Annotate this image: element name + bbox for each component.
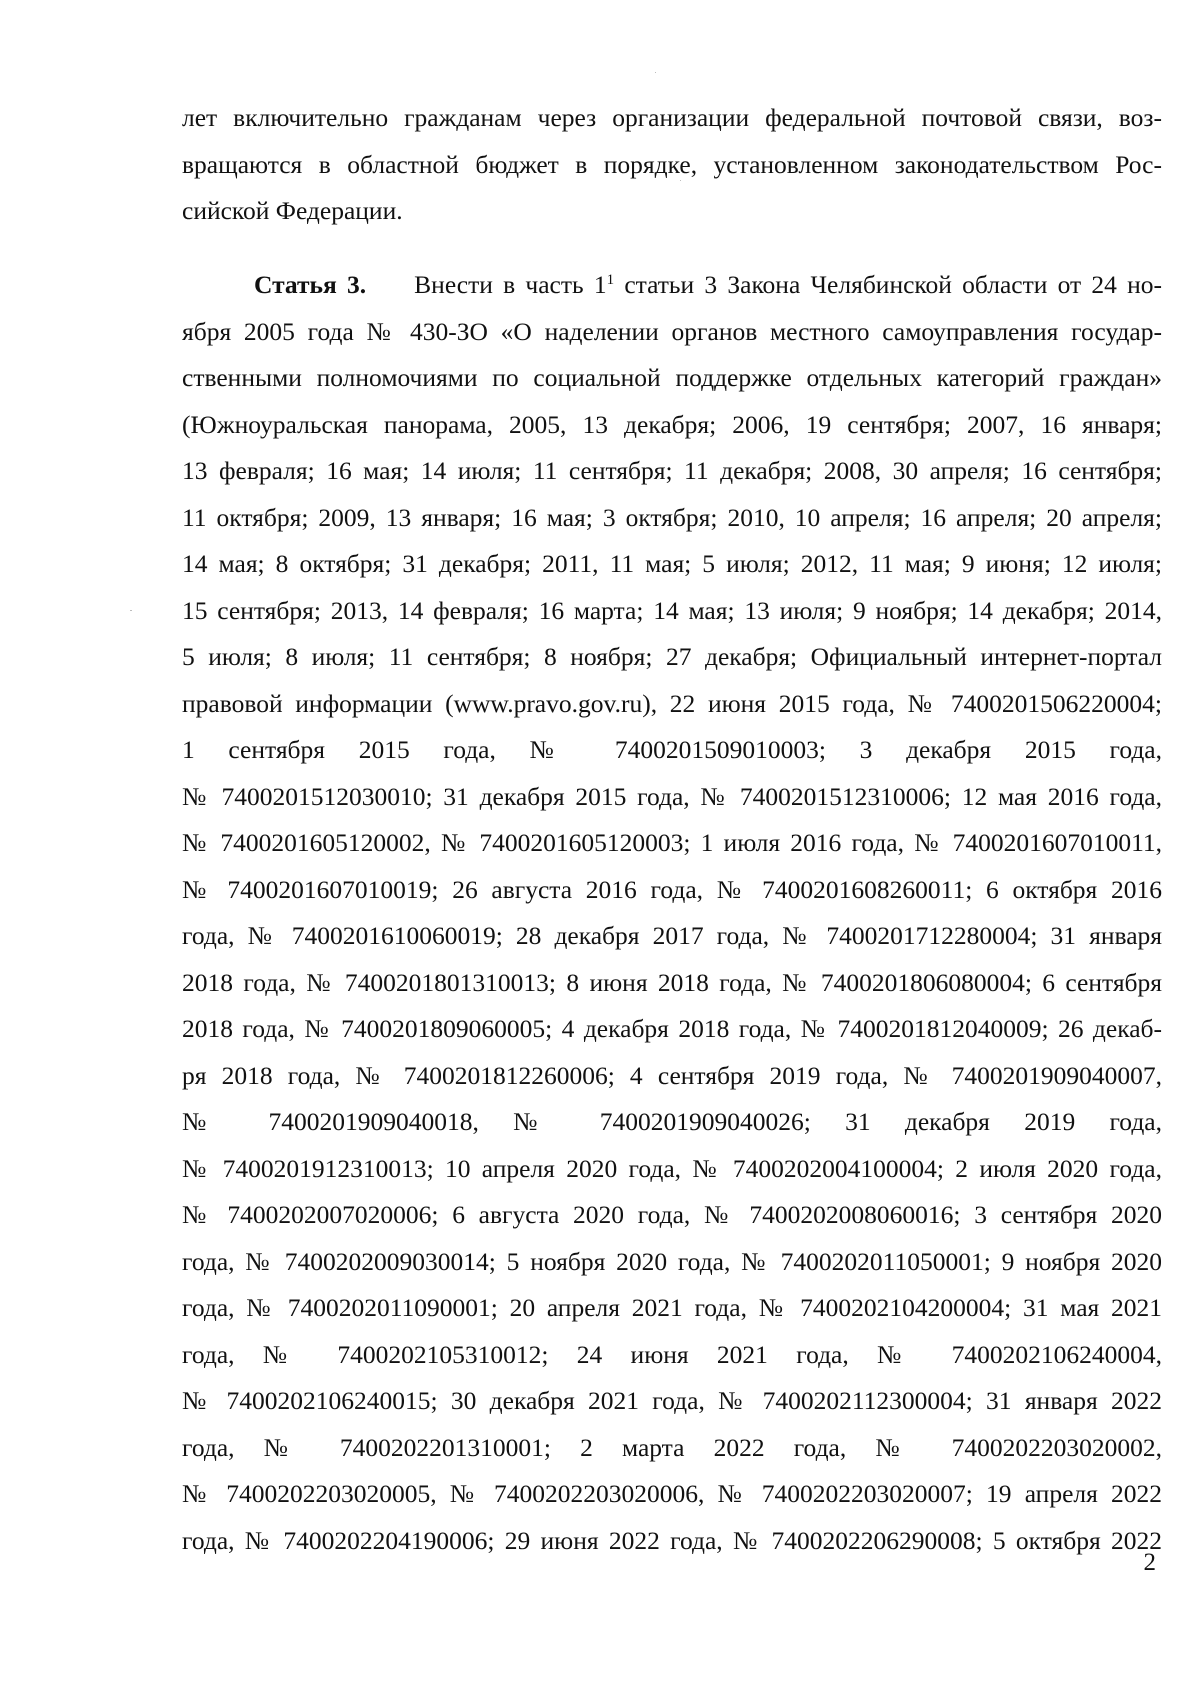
paragraph-line: ября 2005 года № 430-ЗО «О наделении органов местного самоуправления государ- [182,316,1162,346]
article-3-paragraph [182,262,1162,1564]
paragraph-line: года, № 7400202201310001; 2 марта 2022 года, № 7400202203020002, [182,1432,1162,1462]
paragraph-line: вращаются в областной бюджет в порядке, установленном законодательством Рос- [182,149,1162,179]
paragraph-line: 2018 года, № 7400201809060005; 4 декабря 2018 года, № 7400201812040009; 26 декаб- [182,1014,1162,1043]
paragraph-line: 14 мая; 8 октября; 31 декабря; 2011, 11 мая; 5 июля; 2012, 11 мая; 9 июня; 12 июля; [182,549,1162,578]
paragraph-line: № 7400202106240015; 30 декабря 2021 года, № 7400202112300004; 31 января 2022 [182,1386,1162,1415]
paragraph-line: № 7400201909040018, № 7400201909040026; 31 декабря 2019 года, [182,1107,1162,1136]
paragraph-line: года, № 7400201610060019; 28 декабря 2017 года, № 7400201712280004; 31 января [182,921,1162,950]
paragraph-line: 1 сентября 2015 года, № 7400201509010003; 3 декабря 2015 года, [182,735,1162,764]
article-lines [182,309,1162,1565]
paragraph-line: года, № 7400202105310012; 24 июня 2021 года, № 7400202106240004, [182,1339,1162,1369]
paragraph-line: лет включительно гражданам через организации федеральной почтовой связи, воз- [182,103,1162,132]
paragraph-line: сийской Федерации. [182,196,403,225]
paragraph-line: (Южноуральская панорама, 2005, 13 декабря; 2006, 19 сентября; 2007, 16 января; [182,409,1162,439]
paragraph-line: № 7400202203020005, № 7400202203020006, № 7400202203020007; 19 апреля 2022 [182,1479,1162,1508]
scan-dot [130,610,132,611]
paragraph-line: ственными полномочиями по социальной поддержке отдельных категорий граждан» [182,363,1162,392]
scan-dot [655,72,656,73]
paragraph-line: № 7400201607010019; 26 августа 2016 года, № 7400201608260011; 6 октября 2016 [182,874,1162,904]
superscript-part-number: 1 [606,272,615,288]
paragraph-line: № 7400202007020006; 6 августа 2020 года, № 7400202008060016; 3 сентября 2020 [182,1200,1162,1229]
paragraph-line: года, № 7400202204190006; 29 июня 2022 года, № 7400202206290008; 5 октября 2022 [182,1525,1162,1555]
scan-dot [680,180,681,181]
intro-paragraph [182,95,1162,235]
paragraph-line: года, № 7400202011090001; 20 апреля 2021 года, № 7400202104200004; 31 мая 2021 [182,1293,1162,1322]
article-first-line [182,262,1162,309]
article-heading: Статья 3. [254,270,367,299]
paragraph-line: 2018 года, № 7400201801310013; 8 июня 2018 года, № 7400201806080004; 6 сентября [182,967,1162,997]
paragraph-line: правовой информации (www.pravo.gov.ru), 22 июня 2015 года, № 7400201506220004; [182,688,1162,718]
paragraph-line: № 7400201912310013; 10 апреля 2020 года, № 7400202004100004; 2 июля 2020 года, [182,1153,1162,1183]
paragraph-line: года, № 7400202009030014; 5 ноября 2020 года, № 7400202011050001; 9 ноября 2020 [182,1246,1162,1276]
paragraph-line: 11 октября; 2009, 13 января; 16 мая; 3 октября; 2010, 10 апреля; 16 апреля; 20 апреля; [182,502,1162,532]
paragraph-line: № 7400201605120002, № 7400201605120003; 1 июля 2016 года, № 7400201607010011, [182,828,1162,857]
paragraph-line: ря 2018 года, № 7400201812260006; 4 сентября 2019 года, № 7400201909040007, [182,1060,1162,1090]
paragraph-line: № 7400201512030010; 31 декабря 2015 года, № 7400201512310006; 12 мая 2016 года, [182,781,1162,811]
page-number: 2 [1143,1549,1156,1576]
paragraph-line: 13 февраля; 16 мая; 14 июля; 11 сентября; 11 декабря; 2008, 30 апреля; 16 сентября; [182,456,1162,485]
paragraph-line: 15 сентября; 2013, 14 февраля; 16 марта; 14 мая; 13 июля; 9 ноября; 14 декабря; 2014, [182,595,1162,625]
article-text-start: Внести в часть 1 [414,270,607,299]
paragraph-line: 5 июля; 8 июля; 11 сентября; 8 ноября; 27 декабря; Официальный интернет-портал [182,642,1162,671]
article-text-continuation: статьи 3 Закона Челябинской области от 24 но- [614,270,1162,299]
